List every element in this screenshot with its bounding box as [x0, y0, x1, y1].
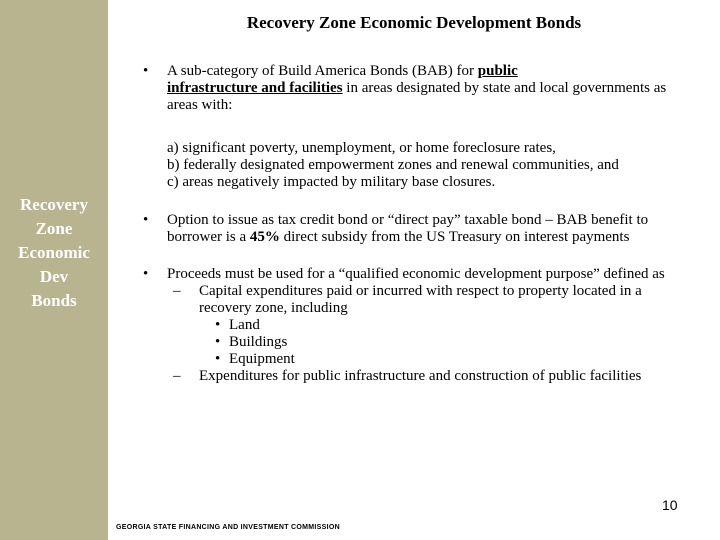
dash-icon: –: [173, 283, 181, 299]
bullet-issue-option: [143, 212, 683, 246]
bullet-dot-icon: •: [215, 351, 221, 367]
criteria-item: c) areas negatively impacted by military base closures.: [167, 174, 496, 190]
criteria-item: b) federally designated empowerment zones and renewal communities, and: [167, 157, 619, 173]
public-link-text: public: [477, 63, 518, 79]
sub-bullet-item: [167, 351, 683, 368]
sidebar-title-line: Zone: [35, 219, 73, 238]
bullet-text-suffix: direct subsidy from the US Treasury on interest payments: [279, 229, 630, 245]
bullet-text-prefix: Option to issue as tax credit bond or “direct pay” taxable bond – BAB benefit to borrower is a: [167, 212, 649, 245]
dash-item-infrastructure: [167, 368, 683, 385]
sidebar-title-line: Recovery: [20, 195, 88, 214]
bullet-text: Proceeds must be used for a “qualified economic development purpose” defined as: [167, 266, 665, 282]
bullet-proceeds: [143, 266, 683, 283]
sidebar-title: [0, 193, 108, 313]
sidebar-title-line: Bonds: [31, 291, 77, 310]
slide-title: Recovery Zone Economic Development Bonds: [246, 13, 582, 32]
sub-bullet-text: Equipment: [229, 351, 295, 367]
sidebar-panel: [0, 0, 108, 540]
bullet-text-suffix: in areas designated by state and local governments as areas with:: [167, 80, 667, 113]
footer-brand: GEORGIA STATE FINANCING AND INVESTMENT COMMISSION: [116, 524, 340, 531]
bullet-dot-icon: •: [215, 334, 221, 350]
bullet-rzedb-definition: [143, 63, 683, 114]
bullet-dot-icon: •: [215, 317, 221, 333]
criteria-item: a) significant poverty, unemployment, or home foreclosure rates,: [167, 140, 556, 156]
infrastructure-link-text: infrastructure and facilities: [167, 80, 343, 96]
sub-bullet-text: Buildings: [229, 334, 288, 350]
sidebar-title-line: Economic: [18, 243, 90, 262]
bullet-text-prefix: A sub-category of Build America Bonds (BAB) for: [167, 63, 478, 79]
slide-content: [143, 63, 683, 385]
sub-bullet-item: [167, 317, 683, 334]
page-number: 10: [662, 497, 678, 513]
bullet-dot-icon: •: [143, 266, 149, 282]
criteria-list: [143, 140, 683, 191]
dash-text: Expenditures for public infrastructure and construction of public facilities: [199, 368, 642, 384]
sub-bullet-item: [167, 334, 683, 351]
subsidy-percent: 45%: [249, 229, 280, 245]
dash-item-capital: [167, 283, 683, 317]
dash-icon: –: [173, 368, 181, 384]
sidebar-title-line: Dev: [39, 267, 69, 286]
dash-text: Capital expenditures paid or incurred with respect to property located in a recovery zone, including: [199, 283, 642, 316]
bullet-dot-icon: •: [143, 212, 149, 228]
sub-bullet-text: Land: [229, 317, 260, 333]
bullet-dot-icon: •: [143, 63, 149, 79]
